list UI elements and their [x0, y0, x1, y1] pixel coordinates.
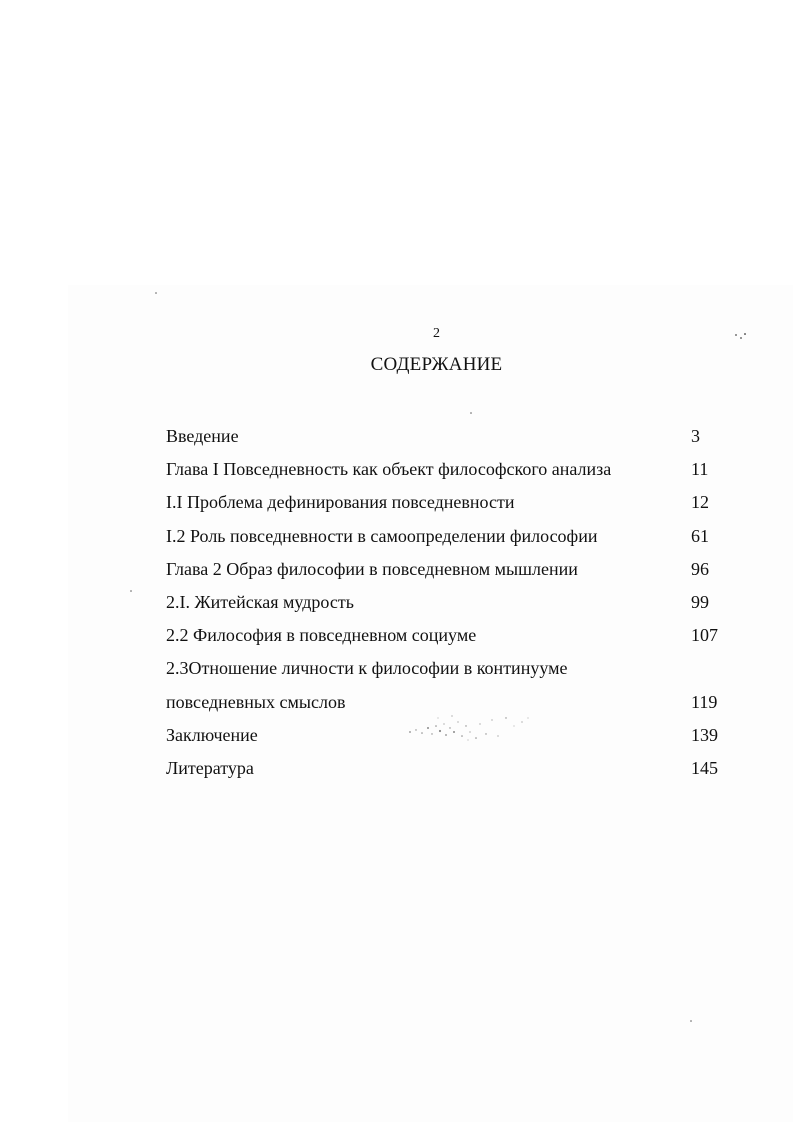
toc-entry-page: 107	[691, 625, 718, 646]
toc-entry-title: Введение	[166, 426, 239, 446]
toc-entry-title-line-1: 2.3Отношение личности к философии в континууме	[166, 658, 568, 679]
scan-smudge	[398, 706, 538, 748]
toc-entry-page: 99	[691, 591, 709, 612]
toc-entry-title: Литература	[166, 757, 254, 778]
toc-entry-introduction	[166, 420, 726, 453]
toc-entry-section-2-2	[166, 619, 726, 652]
toc-entry-section-1-2	[166, 520, 726, 553]
scan-speck	[155, 292, 157, 294]
toc-entry-page: 12	[691, 492, 709, 513]
toc-entry-page: 96	[691, 558, 709, 579]
toc-entry-chapter-2	[166, 553, 726, 586]
toc-entry-page: 3	[691, 425, 700, 446]
toc-entry-page: 145	[691, 757, 718, 778]
scan-speck	[740, 337, 742, 339]
scan-speck	[470, 412, 472, 414]
toc-entry-title: I.2 Роль повседневности в самоопределении философии	[166, 525, 598, 546]
toc-entry-bibliography	[166, 752, 726, 785]
scan-speck	[690, 1020, 692, 1022]
page-title: СОДЕРЖАНИЕ	[370, 354, 503, 375]
toc-entry-title: I.I Проблема дефинирования повседневности	[166, 492, 515, 513]
toc-entry-title: Глава I Повседневность как объект философского анализа	[166, 459, 612, 480]
page-number: 2	[433, 326, 440, 341]
toc-entry-section-2-1	[166, 586, 726, 619]
scan-speck	[744, 333, 746, 335]
toc-entry-page: 139	[691, 724, 718, 745]
toc-entry-page: 119	[691, 691, 718, 712]
toc-entry-page: 61	[691, 525, 709, 546]
scan-speck	[735, 334, 737, 336]
toc-entry-section-1-1	[166, 486, 726, 519]
toc-entry-title-line-2: повседневных смыслов	[166, 691, 346, 712]
toc-entry-title: Глава 2 Образ философии в повседневном мышлении	[166, 558, 578, 579]
toc-entry-page: 11	[691, 459, 709, 480]
toc-entry-title: 2.2 Философия в повседневном социуме	[166, 625, 477, 646]
scan-speck	[130, 590, 132, 592]
toc-entry-title: Заключение	[166, 724, 258, 745]
toc-entry-title: 2.I. Житейская мудрость	[166, 591, 354, 612]
toc-entry-chapter-1	[166, 453, 726, 486]
